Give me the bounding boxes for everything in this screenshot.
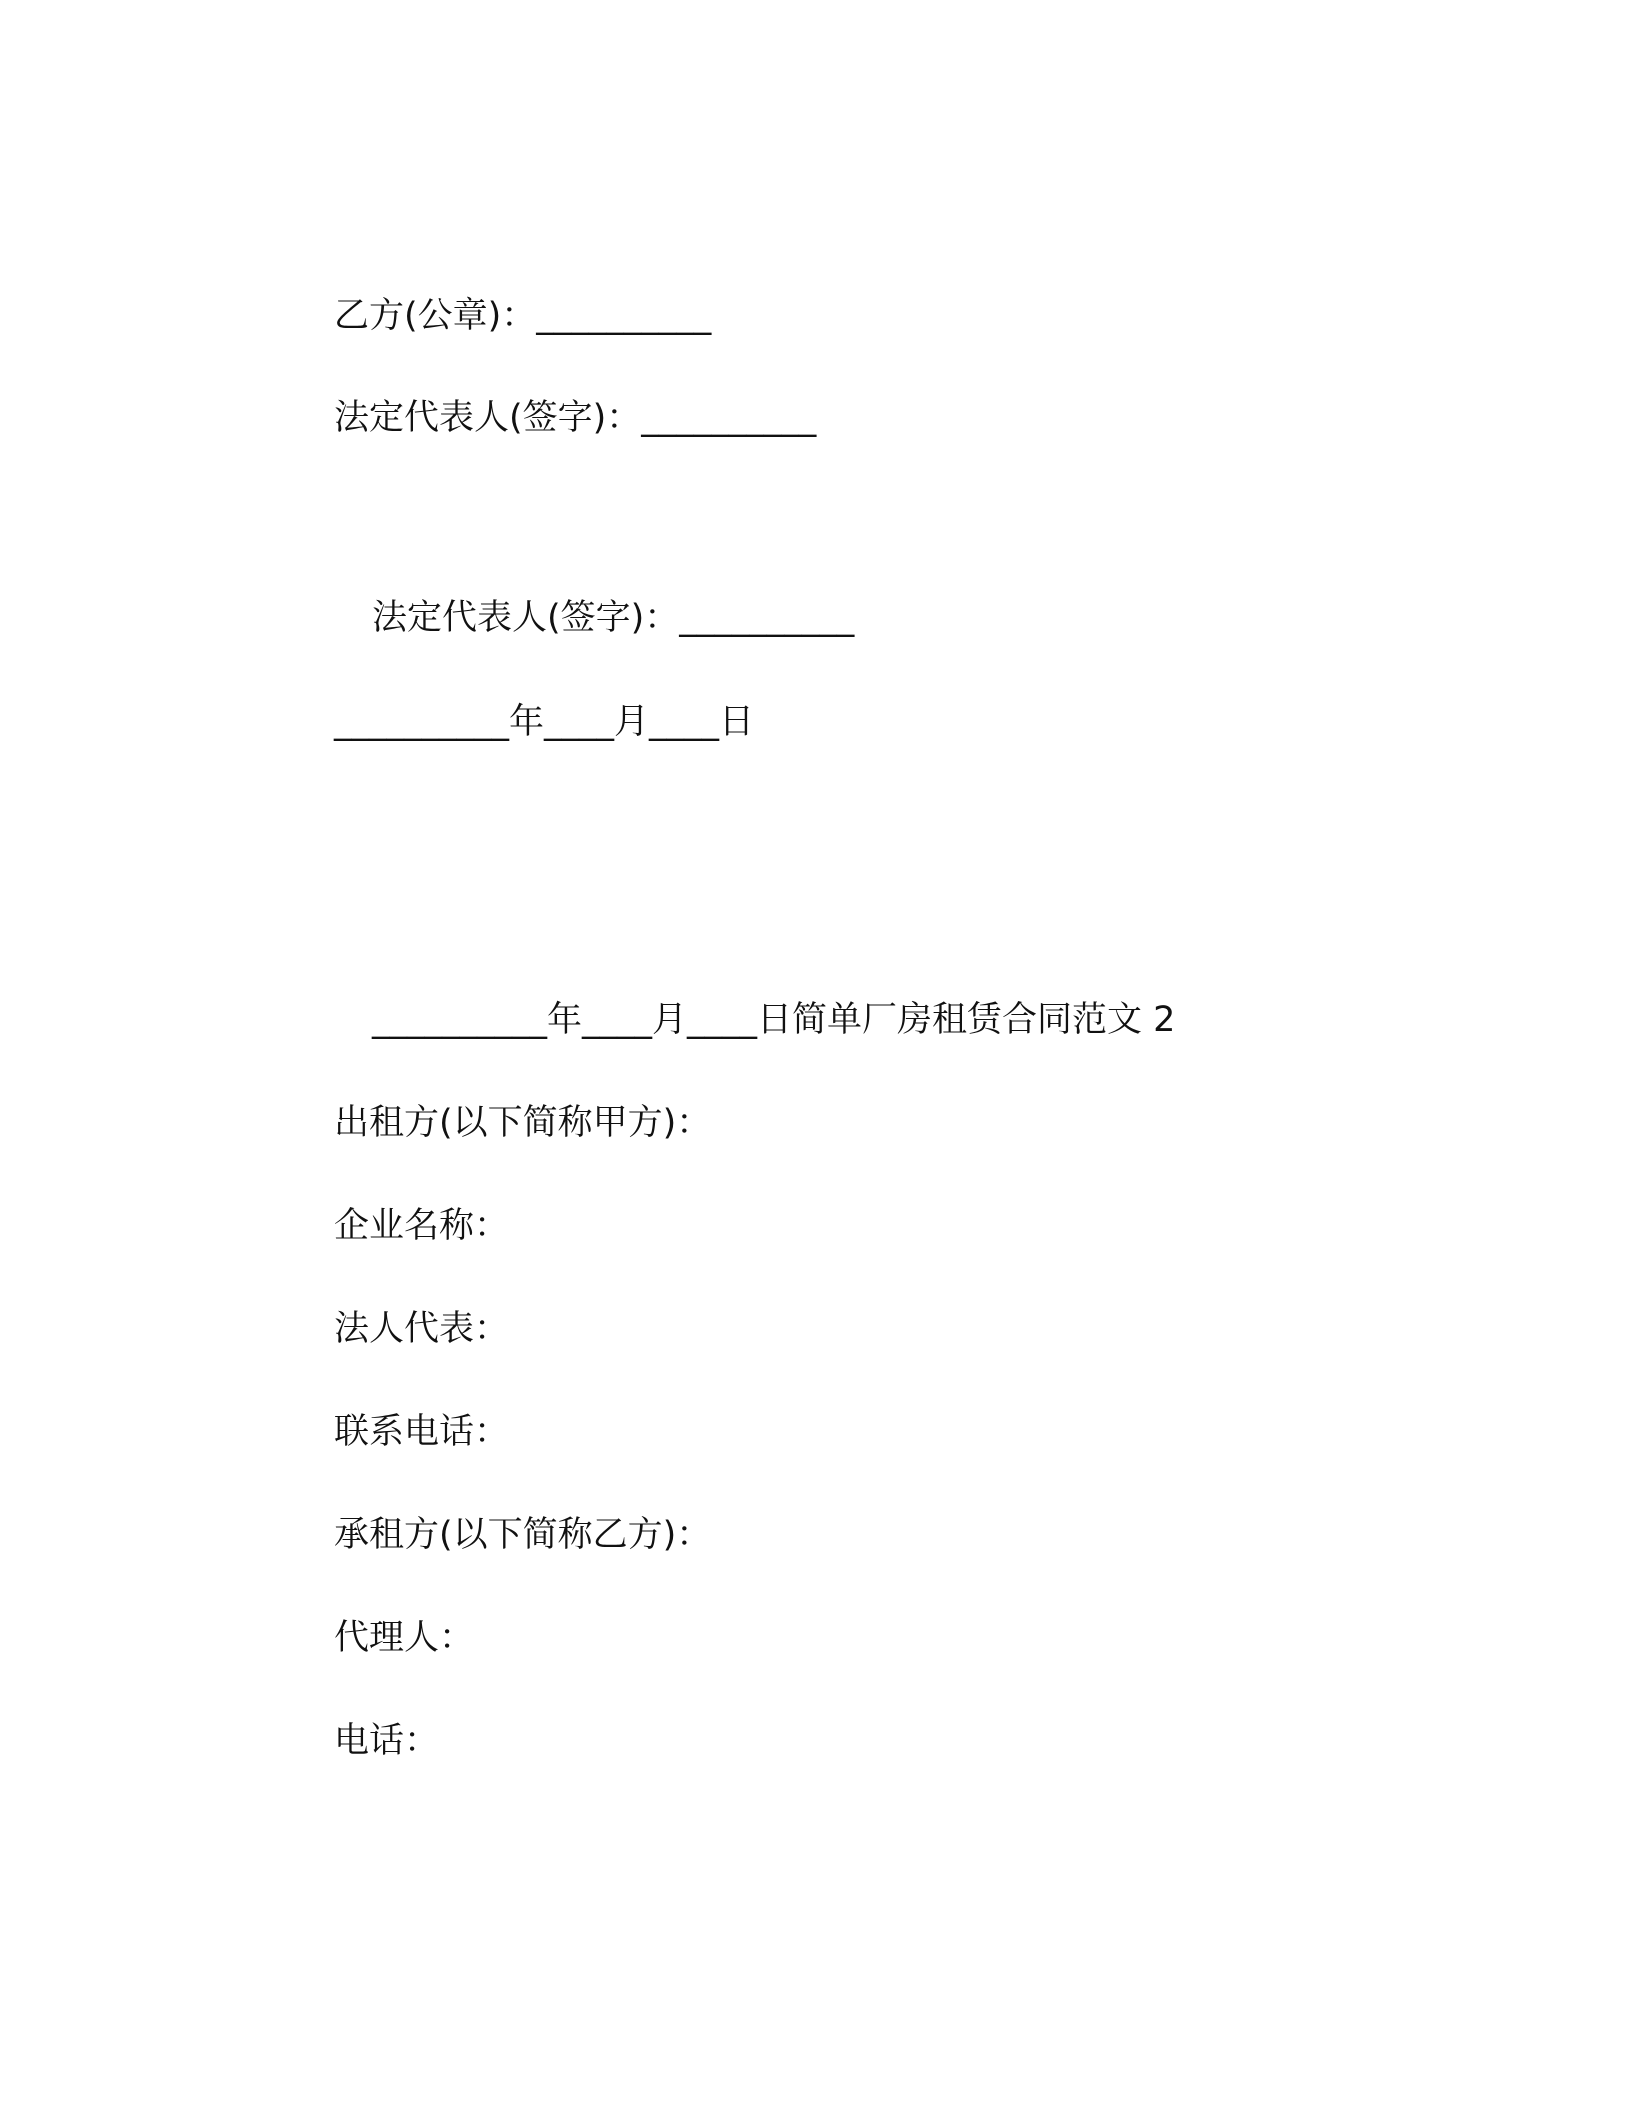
lessor-label: 出租方(以下简称甲方)：	[334, 1103, 712, 1143]
lessee-label: 承租方(以下简称乙方)：	[334, 1515, 712, 1555]
contract-heading: __________年____月____日简单厂房租赁合同范文 2	[372, 1000, 1176, 1040]
date-line: __________年____月____日	[334, 702, 755, 742]
legal-rep-label: 法人代表：	[334, 1309, 510, 1349]
legal-rep-sign-line-2: 法定代表人(签字)：__________	[372, 598, 855, 638]
contact-phone-label: 联系电话：	[334, 1412, 510, 1452]
agent-label: 代理人：	[334, 1618, 475, 1658]
party-b-seal-line: 乙方(公章)：__________	[334, 296, 712, 336]
company-name-label: 企业名称：	[334, 1206, 510, 1246]
legal-rep-sign-line-1: 法定代表人(签字)：__________	[334, 398, 817, 438]
phone-label: 电话：	[334, 1721, 440, 1761]
